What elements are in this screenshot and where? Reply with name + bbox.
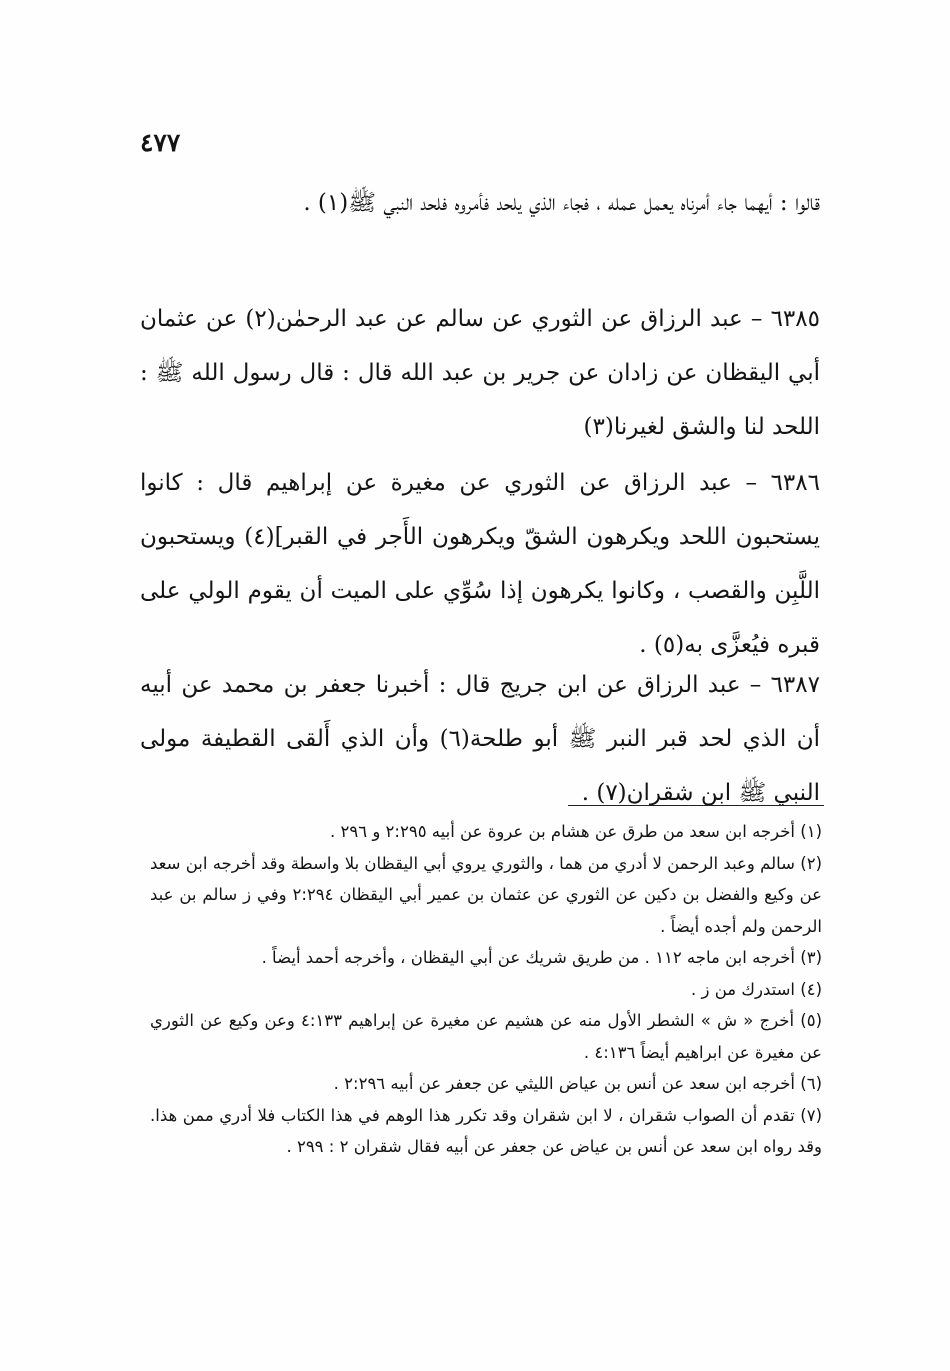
paragraph-continuation — [140, 176, 820, 230]
footnote-6: (٦) أخرجه ابن سعد عن أنس بن عياض الليثي عن جعفر عن أبيه ٢:٢٩٦ . — [333, 1074, 822, 1093]
hadith-6385 — [140, 292, 820, 454]
footnote-4: (٤) استدرك من ز . — [691, 979, 822, 999]
footnote-divider — [568, 805, 824, 806]
footnote-1: (١) أخرجه ابن سعد من طرق عن هشام بن عروة عن أبيه ٢:٢٩٥ و ٢٩٦ . — [329, 822, 822, 841]
footnote-3: (٣) أخرجه ابن ماجه ١١٢ . من طريق شريك عن أبي اليقظان ، وأخرجه أحمد أيضاً . — [261, 948, 822, 967]
footnote-5: (٥) أخرج « ش » الشطر الأول منه عن هشيم عن مغيرة عن إبراهيم ٤:١٣٣ وعن وكيع عن الثوري عن مغيرة عن ابراهيم أيضاً ٤:١٣٦ . — [150, 1011, 822, 1062]
footnote-2: (٢) سالم وعبد الرحمن لا أدري من هما ، والثوري يروي أبي اليقظان بلا واسطة وقد أخرجه ابن سعد عن وكيع والفضل بن دكين عن الثوري عن عثمان بن عمير أبي اليقظان ٢:٢٩٤ وفي ز سالم بن عبد الرحمن ولم أجده أيضاً . — [150, 853, 822, 936]
paragraph-text: ٦٣٨٧ – عبد الرزاق عن ابن جريج قال : أخبرنا جعفر بن محمد عن أبيه أن الذي لحد قبر النبر ﷺ أبو طلحة(٦) وأن الذي أَلقى القطيفة مولى النبي ﷺ ابن شقران(٧) . — [140, 672, 820, 806]
hadith-6386 — [140, 456, 820, 672]
footnote-7: (٧) تقدم أن الصواب شقران ، لا ابن شقران وقد تكرر هذا الوهم في هذا الكتاب فلا أدري ممن هذا. وقد رواه ابن سعد عن أنس بن عياض عن جعفر عن أبيه فقال شقران ٢ : ٢٩٩ . — [150, 1105, 822, 1156]
hadith-6387 — [140, 658, 820, 820]
page-number: ٤٧٧ — [140, 128, 181, 157]
paragraph-text: ٦٣٨٦ – عبد الرزاق عن الثوري عن مغيرة عن إبراهيم قال : كانوا يستحبون اللحد ويكرهون الشقّ ويكرهون الأَجر في القبر](٤) ويستحبون اللَّبِن والقصب ، وكانوا يكرهون إذا سُوِّي على الميت أن يقوم الولي على قبره فيُعزَّى به(٥) . — [140, 470, 820, 658]
paragraph-text: قالوا : أيهما جاء أمرناه يعمل عمله ، فجاء الذي يلحد فأمروه فلحد النبي ﷺ(١) . — [303, 190, 820, 216]
paragraph-text: ٦٣٨٥ – عبد الرزاق عن الثوري عن سالم عن عبد الرحمٰن(٢) عن عثمان أبي اليقظان عن زادان عن جرير بن عبد الله قال : قال رسول الله ﷺ : اللحد لنا والشق لغيرنا(٣) — [140, 306, 820, 440]
footnotes-section — [150, 816, 822, 1163]
